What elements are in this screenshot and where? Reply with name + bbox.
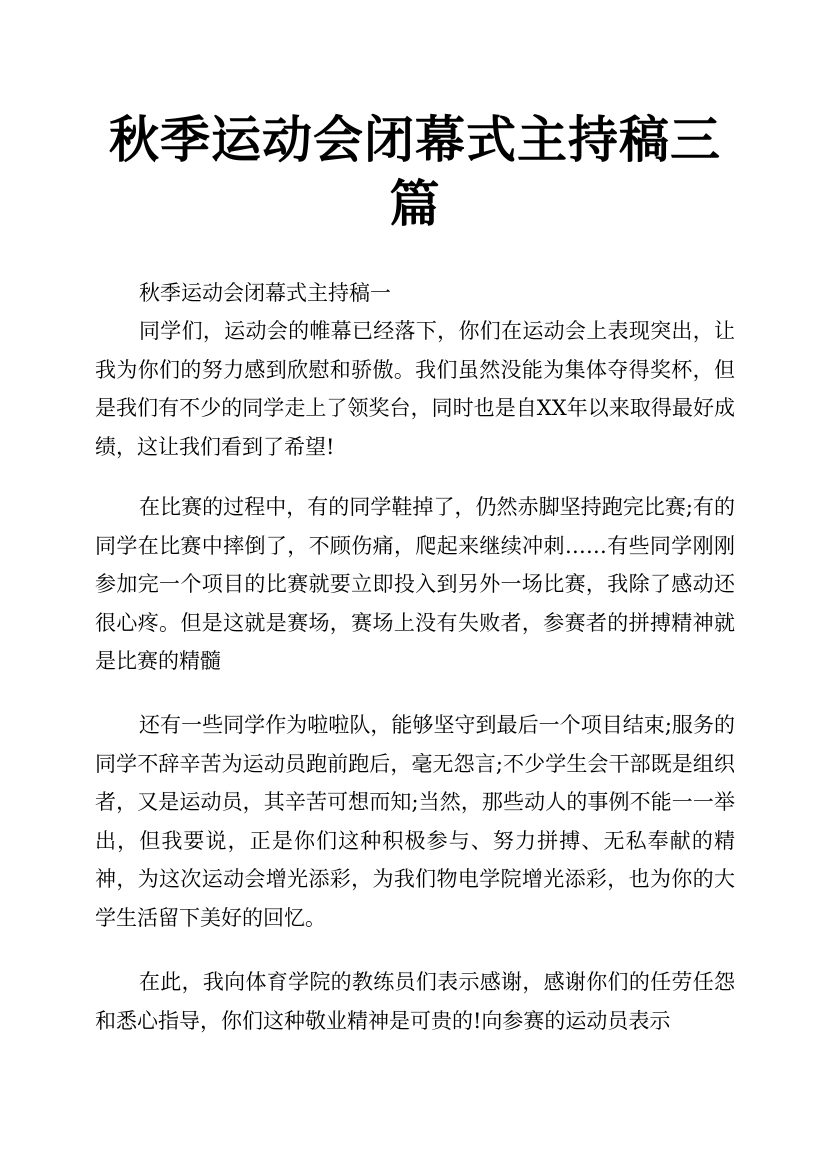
document-title: 秋季运动会闭幕式主持稿三篇	[109, 111, 721, 233]
paragraph-4: 在此，我向体育学院的教练员们表示感谢，感谢你们的任劳任怨和悉心指导，你们这种敬业精神是可贵的!向参赛的运动员表示	[95, 970, 735, 1033]
section-heading: 秋季运动会闭幕式主持稿一	[139, 281, 391, 305]
paragraph-1: 同学们，运动会的帷幕已经落下，你们在运动会上表现突出，让我为你们的努力感到欣慰和骄傲。我们虽然没能为集体夺得奖杯，但是我们有不少的同学走上了领奖台，同时也是自XX年以来取得最好成绩，这让我们看到了希望!	[95, 319, 735, 459]
paragraph-2: 在比赛的过程中，有的同学鞋掉了，仍然赤脚坚持跑完比赛;有的同学在比赛中摔倒了，不顾伤痛，爬起来继续冲刺……有些同学刚刚参加完一个项目的比赛就要立即投入到另外一场比赛，我除了感动还很心疼。但是这就是赛场，赛场上没有失败者，参赛者的拼搏精神就是比赛的精髓	[95, 495, 735, 674]
paragraph-3: 还有一些同学作为啦啦队，能够坚守到最后一个项目结束;服务的同学不辞辛苦为运动员跑前跑后，毫无怨言;不少学生会干部既是组织者，又是运动员，其辛苦可想而知;当然，那些动人的事例不能一一举出，但我要说，正是你们这种积极参与、努力拼搏、无私奉献的精神，为这次运动会增光添彩，为我们物电学院增光添彩，也为你的大学生活留下美好的回忆。	[95, 713, 735, 930]
